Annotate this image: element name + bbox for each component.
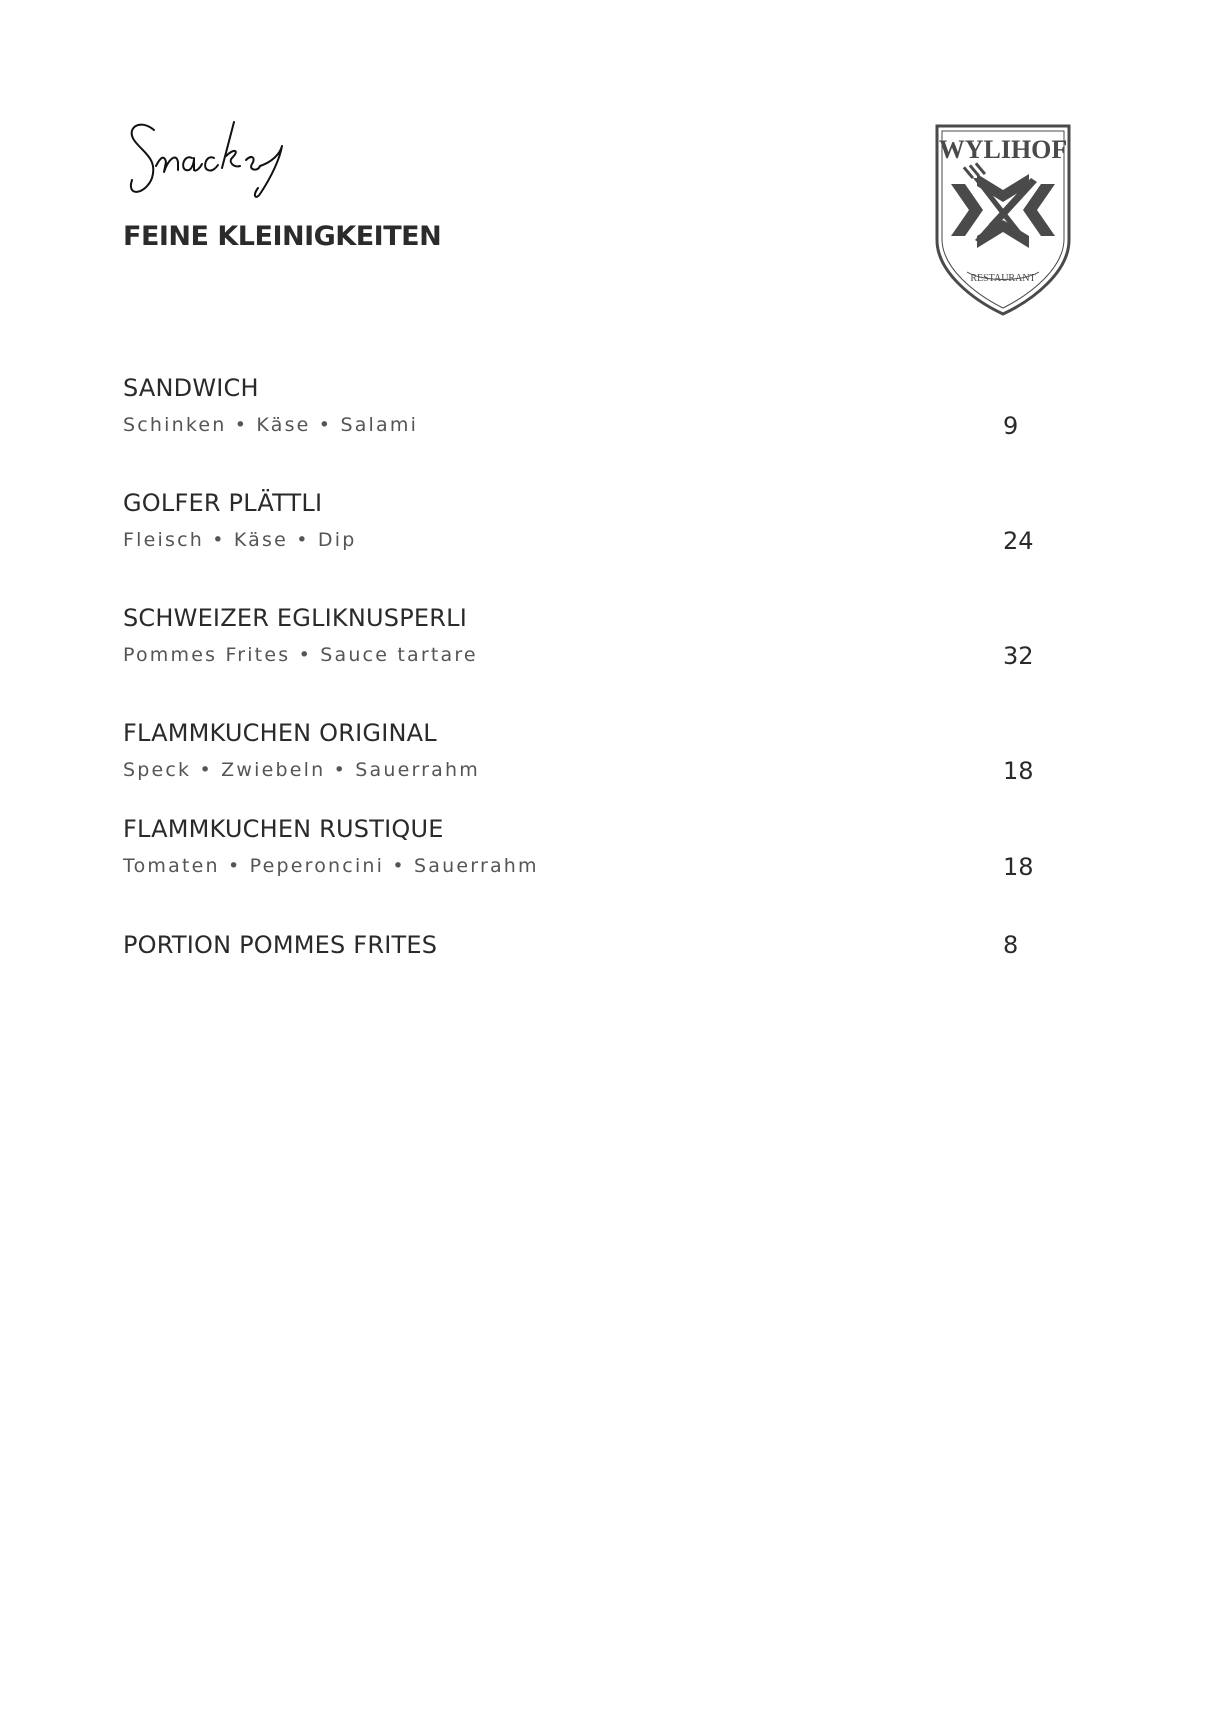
- menu-item-description: Pommes Frites • Sauce tartare: [123, 644, 478, 666]
- menu-item-price: 24: [1003, 527, 1034, 555]
- script-title-lettering: [122, 110, 302, 210]
- menu-item-name: SANDWICH: [123, 374, 259, 402]
- menu-item-name: PORTION POMMES FRITES: [123, 931, 438, 959]
- menu-item: [123, 929, 1043, 969]
- menu-item-description: Speck • Zwiebeln • Sauerrahm: [123, 759, 480, 781]
- menu-item: [123, 372, 1043, 487]
- restaurant-logo: [933, 122, 1073, 318]
- menu-item: [123, 487, 1043, 602]
- menu-item: [123, 717, 1043, 813]
- menu-item-name: SCHWEIZER EGLIKNUSPERLI: [123, 604, 467, 632]
- shield-logo-icon: [933, 122, 1073, 318]
- logo-tagline: RESTAURANT: [970, 273, 1036, 284]
- page-subtitle: FEINE KLEINIGKEITEN: [123, 221, 442, 252]
- script-title: [122, 110, 302, 210]
- menu-item-name: FLAMMKUCHEN ORIGINAL: [123, 719, 437, 747]
- menu-item-price: 9: [1003, 412, 1019, 440]
- menu-item-price: 18: [1003, 853, 1034, 881]
- page-header: [0, 0, 1222, 340]
- logo-name: WYLIHOF: [938, 135, 1068, 164]
- menu-item-description: Tomaten • Peperoncini • Sauerrahm: [123, 855, 539, 877]
- menu-item-price: 18: [1003, 757, 1034, 785]
- menu-list: [123, 372, 1043, 969]
- menu-item-name: GOLFER PLÄTTLI: [123, 489, 323, 517]
- menu-item: [123, 813, 1043, 929]
- menu-item-description: Fleisch • Käse • Dip: [123, 529, 357, 551]
- menu-item-description: Schinken • Käse • Salami: [123, 414, 419, 436]
- menu-item-price: 8: [1003, 931, 1019, 959]
- menu-item-price: 32: [1003, 642, 1034, 670]
- menu-item: [123, 602, 1043, 717]
- menu-item-name: FLAMMKUCHEN RUSTIQUE: [123, 815, 444, 843]
